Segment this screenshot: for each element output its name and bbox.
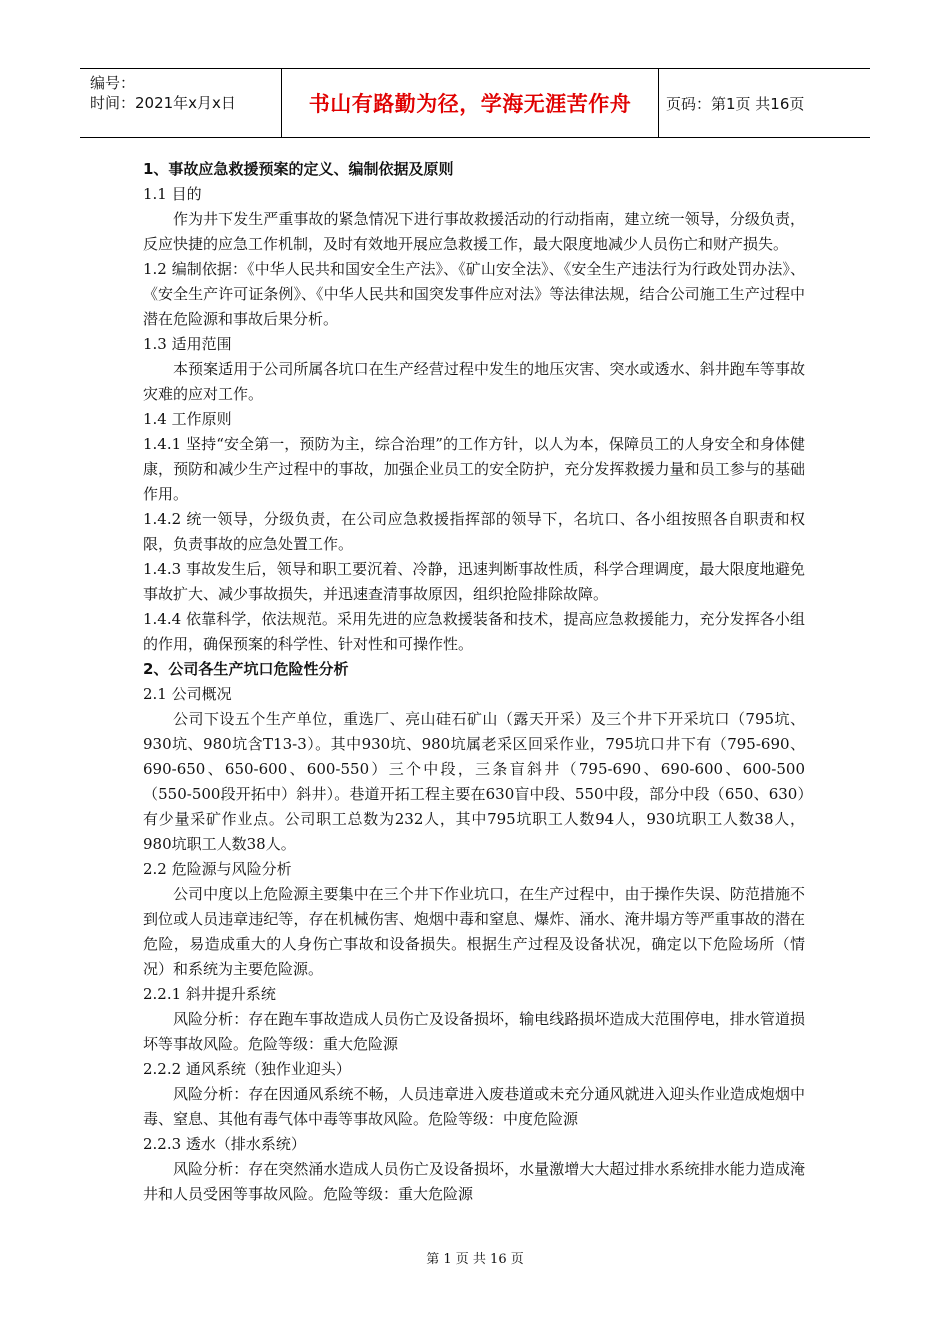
subsection-paragraph: 1.4.2 统一领导，分级负责，在公司应急救援指挥部的领导下，名坑口、各小组按照各自职责和权限，负责事故的应急处置工作。 [143,510,805,553]
body-paragraph: 公司中度以上危险源主要集中在三个井下作业坑口，在生产过程中，由于操作失误、防范措施不到位或人员违章违纪等，存在机械伤害、炮烟中毒和窒息、爆炸、涌水、淹井塌方等严重事故的潜在危险，易造成重大的人身伤亡事故和设备损失。根据生产过程及设备状况，确定以下危险场所（情况）和系统为主要危险源。 [143,885,805,978]
subsection-paragraph: 2.2 危险源与风险分析 [143,860,292,878]
body-paragraph: 风险分析：存在跑车事故造成人员伤亡及设备损坏，输电线路损坏造成大范围停电，排水管道损坏等事故风险。危险等级：重大危险源 [143,1010,805,1053]
subsection-paragraph: 2.2.3 透水（排水系统） [143,1135,306,1153]
body-paragraph: 本预案适用于公司所属各坑口在生产经营过程中发生的地压灾害、突水或透水、斜井跑车等事故灾难的应对工作。 [143,360,805,403]
body-paragraph: 风险分析：存在因通风系统不畅，人员违章进入废巷道或未充分通风就进入迎头作业造成炮烟中毒、窒息、其他有毒气体中毒等事故风险。危险等级：中度危险源 [143,1085,805,1128]
subsection-paragraph: 1.2 编制依据：《中华人民共和国安全生产法》、《矿山安全法》、《安全生产违法行为行政处罚办法》、《安全生产许可证条例》、《中华人民共和国突发事件应对法》等法律法规，结合公司施工生产过程中潜在危险源和事故后果分析。 [143,260,805,328]
document-number-label: 编号： [90,74,136,92]
document-body [143,157,805,1207]
subsection-paragraph: 1.4 工作原则 [143,410,232,428]
body-paragraph: 风险分析：存在突然涌水造成人员伤亡及设备损坏，水量激增大大超过排水系统排水能力造成淹井和人员受困等事故风险。危险等级：重大危险源 [143,1160,805,1203]
subsection-paragraph: 2.1 公司概况 [143,685,232,703]
document-date-label: 时间：2021年x月x日 [90,94,236,112]
header-motto: 书山有路勤为径，学海无涯苦作舟 [281,69,659,137]
page-footer: 第 1 页 共 16 页 [426,1252,524,1267]
section-heading: 1、事故应急救援预案的定义、编制依据及原则 [143,160,454,178]
subsection-paragraph: 1.4.1 坚持“安全第一，预防为主，综合治理”的工作方针，以人为本，保障员工的人身安全和身体健康，预防和减少生产过程中的事故，加强企业员工的安全防护，充分发挥救援力量和员工参与的基础作用。 [143,435,805,503]
subsection-paragraph: 1.3 适用范围 [143,335,232,353]
subsection-paragraph: 1.4.4 依靠科学，依法规范。采用先进的应急救援装备和技术，提高应急救援能力，充分发挥各小组的作用，确保预案的科学性、针对性和可操作性。 [143,610,805,653]
subsection-paragraph: 1.4.3 事故发生后，领导和职工要沉着、冷静，迅速判断事故性质，科学合理调度，最大限度地避免事故扩大、减少事故损失，并迅速查清事故原因，组织抢险排除故障。 [143,560,805,603]
header-info [80,69,280,137]
body-paragraph: 作为井下发生严重事故的紧急情况下进行事故救援活动的行动指南，建立统一领导，分级负责，反应快捷的应急工作机制，及时有效地开展应急救援工作，最大限度地减少人员伤亡和财产损失。 [143,210,805,253]
section-heading: 2、公司各生产坑口危险性分析 [143,660,349,678]
subsection-paragraph: 1.1 目的 [143,185,202,203]
subsection-paragraph: 2.2.1 斜井提升系统 [143,985,276,1003]
body-paragraph: 公司下设五个生产单位，重选厂、亮山硅石矿山（露天开采）及三个井下开采坑口（795坑、930坑、980坑含T13-3）。其中930坑、980坑属老采区回采作业，795坑口井下有（795-690、690-650、650-600、600-550）三个中段，三条盲斜井（795-690、690-600、600-500（550-500段开拓中）斜井）。巷道开拓工程主要在630盲中段、550中段，部分中段（650、630）有少量采矿作业点。公司职工总数为232人，其中795坑职工人数94人，930坑职工人数38人，980坑职工人数38人。 [143,710,805,853]
header-page-number: 页码：第1页 共16页 [666,94,805,113]
subsection-paragraph: 2.2.2 通风系统（独作业迎头） [143,1060,351,1078]
page-header [80,68,870,138]
